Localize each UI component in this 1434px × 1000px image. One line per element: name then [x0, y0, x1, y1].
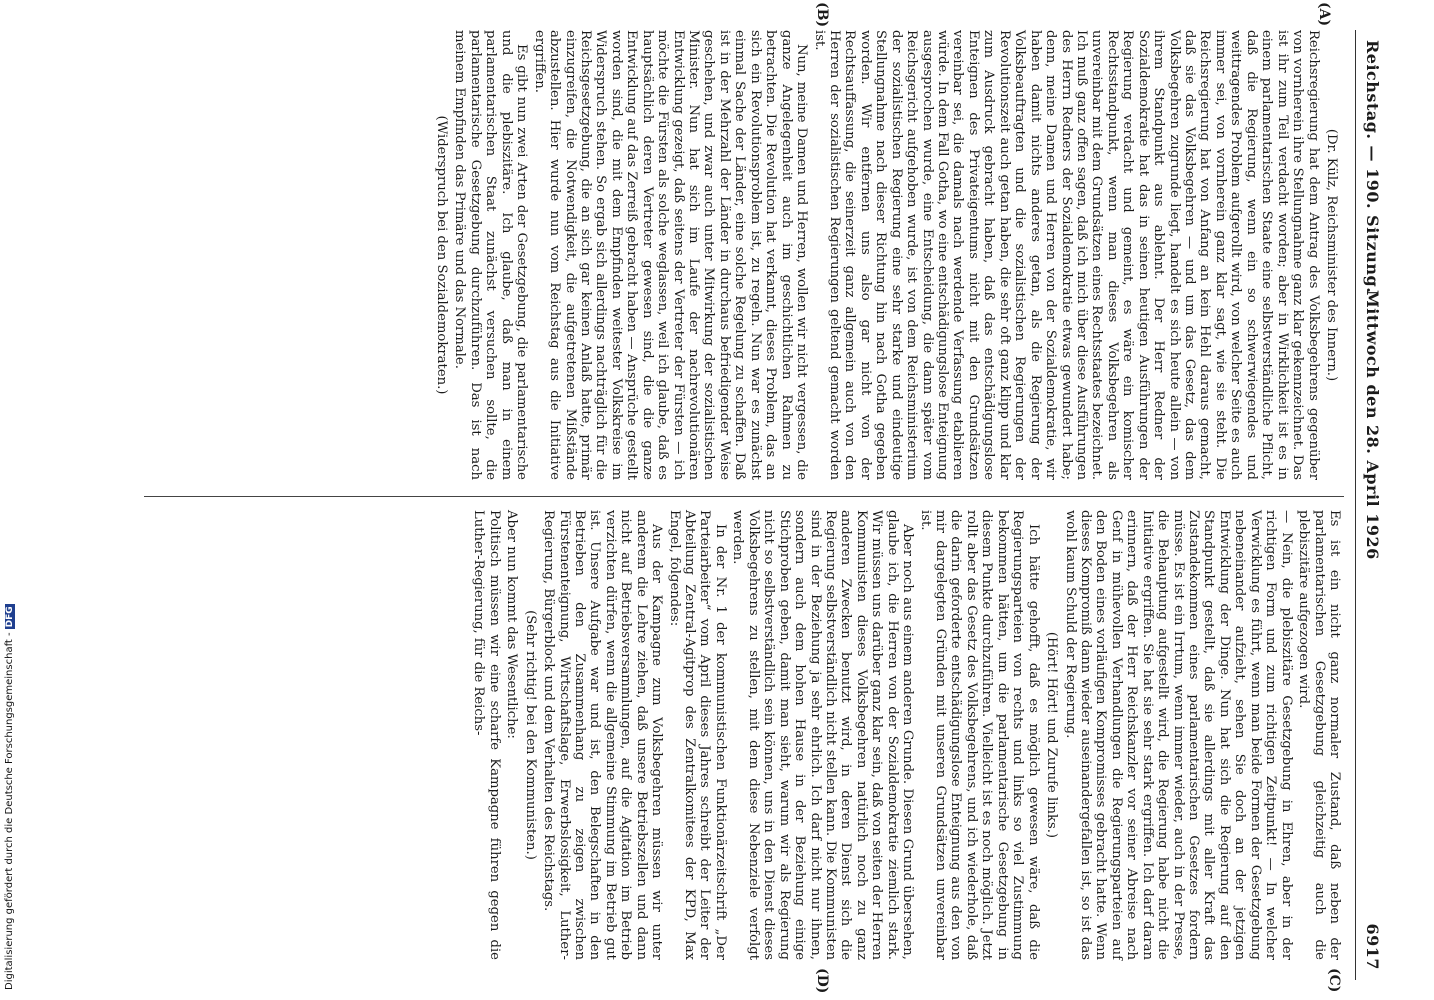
margin-marker-d: (D) — [814, 968, 830, 994]
paragraph: — Nein, die plebiszitäre Gesetzgebung in Ehren, aber in der richtigen Form und zum richtigen Zeitpunkt! — In welcher Verwicklung es führt, wenn man beide Formen der Gesetzgebung nebeneinander aufzieht, sehen Sie doch an der jetzigen Entwicklung der Dinge. Nun hat sich die Regierung auf den Standpunkt gestellt, daß sie allerdings mit aller Kraft das Zustandekommen eines parlamentarischen Gesetzes fordern müsse. Es ist ein Irrtum, wenn immer wieder, auch in der Presse, die Behauptung aufgestellt wird, die Regierung habe nicht die Initiative ergriffen. Sie hat sie sehr stark ergriffen. Ich darf daran erinnern, daß der Herr Reichskanzler vor seiner Abreise nach Genf in mühevollen Verhandlungen die Regierungsparteien auf den Boden eines vorläufigen Kompromisses gebracht hatte. Wenn dieses Kompromiß dann wieder auseinandergefallen ist, so ist das wohl kaum Schuld der Regierung. — [1062, 510, 1294, 960]
paragraph: Es ist ein nicht ganz normaler Zustand, daß neben der parlamentarischen Gesetzgebung gleichzeitig auch die plebiszitäre aufgezogen wird. — [1296, 510, 1342, 960]
header-session: Reichstag. — 190. Sitzung. — [1363, 40, 1382, 294]
digitization-footer — [4, 604, 15, 990]
dfg-logo-icon: DFG — [5, 606, 15, 628]
margin-marker-a: (A) — [1316, 2, 1332, 27]
speaker-line: (Dr. Külz, Reichsminister des Innern.) — [1324, 128, 1339, 382]
interjection: (Sehr richtig! bei den Kommunisten.) — [522, 610, 538, 860]
page-number: 6917 — [1363, 923, 1382, 970]
header-rule — [1355, 30, 1356, 980]
margin-marker-b: (B) — [814, 2, 830, 28]
paragraph: Aber noch aus einem anderen Grunde. Diesen Grund übersehen, glaube ich, die Herren von der Sozialdemokratie ziemlich stark. Wir müssen uns darüber ganz klar sein, daß von seiten der Herren Kommunisten dieses Volksbegehren natürlich noch zu ganz anderen Zwecken benutzt wird, in deren Dienst sich die Regierung selbstverständlich nicht stellen kann. Die Kommunisten sind in der Beziehung ja sehr ehrlich. Ich darf nicht nur ihnen, sondern auch dem hohen Hause in der Beziehung einige Stichproben geben, damit man sieht, warum wir als Regierung nicht so selbstverständlich sein können, uns in den Dienst dieses Volksbegehrens zu stellen, mit dem diese Nebenziele verfolgt werden. — [730, 510, 916, 960]
page-header — [1354, 30, 1390, 980]
column-divider — [144, 496, 1344, 497]
interjection: (Widerspruch bei den Sozialdemokraten.) — [434, 115, 450, 395]
header-date: Mittwoch den 28. April 1926 — [1363, 290, 1382, 560]
left-column — [431, 30, 1342, 480]
right-column — [469, 510, 1342, 960]
interjection: (Hört! Hört! und Zurufe links.) — [1044, 631, 1060, 839]
paragraph: Es gibt nun zwei Arten der Gesetzgebung, die parlamentarische und die plebiszitäre. Ich glaube, daß man in einem parlamentarischen Staat zunächst versuchen sollte, die parlamentarische Gesetzgebung durchzuführen. Das ist nach meinem Empfinden das Primäre und das Normale. — [452, 30, 530, 480]
margin-marker-c: (C) — [1326, 968, 1342, 993]
paragraph: In der Nr. 1 der kommunistischen Funktionärzeitschrift „Der Parteiarbeiter“ vom April dieses Jahres schreibt der Leiter der Abteilung Zentral-Agitprop des Zentralkomitees der KPD, Max Engel, folgendes: — [666, 510, 728, 960]
paragraph: Reichsregierung hat dem Antrag des Volksbegehrens gegenüber von vornherein ihre Stellungnahme ganz klar gekennzeichnet. Das ist ihr zum Teil verdacht worden; aber in Wirklichkeit ist es in einem parlamentarischen Staate eine selbstverständliche Pflicht, daß die Regierung, wenn ein so schwerwiegendes und weittragendes Problem aufgerollt wird, von welcher Seite es auch immer sei, von vornherein ganz klar sagt, wie sie steht. Die Reichsregierung hat von Anfang an kein Hehl daraus gemacht, daß sie das Volksbegehren — und um das Gesetz, das dem Volksbegehren zugrunde liegt, handelt es sich heute allein — von ihrem Standpunkt aus ablehnt. Der Herr Redner der Sozialdemokratie hat das in seinen heutigen Ausführungen der Regierung verdacht und gemeint, es wäre ein komischer Rechtsstandpunkt, wenn man dieses Volksbegehren als unvereinbar mit dem Grundsätzen eines Rechtsstaates bezeichnet. Ich muß ganz offen sagen, daß ich mich über diese Ausführungen des Herrn Redners der Sozialdemokratie etwas gewundert habe; denn, meine Damen und Herren von der Sozialdemokratie, wir haben damit nichts anderes getan, als die Regierung der Volksbeauftragten und die sozialistischen Regierungen der Revolutionszeit auch getan haben, die sehr oft ganz klipp und klar zum Ausdruck gebracht haben, daß das entschädigungslose Enteignen des Privateigentums nicht mit den Grundsätzen vereinbar sei, die damals nach werdende Verfassung etablieren würde. In dem Fall Gotha, wo eine entschädigungslose Enteignung ausgesprochen wurde, eine Entscheidung, die dann später vom Reichsgericht aufgehoben wurde, ist von dem Reichsministerium der sozialistischen Regierung eine sehr starke und eindeutige Stellungnahme nach dieser Richtung hin nach Gotha gegeben worden. Wir entfernen uns also gar nicht von der Rechtsauffassung, die seinerzeit ganz allgemein auch von den Herren der sozialistischen Regierungen geltend gemacht worden ist. — [811, 30, 1321, 480]
paragraph: Aber nun kommt das Wesentliche: — [504, 510, 520, 739]
quotation: Politisch müssen wir eine scharfe Kampagne führen gegen die Luther-Regierung, für die Reichs- — [471, 510, 502, 960]
quotation: Aus der Kampagne zum Volksbegehren müssen wir unter anderem die Lehre ziehen, daß unsere Betriebszellen und dann nicht auf Betriebsversammlungen, auf die Agitation im Betrieb verzichten dürfen, wenn die allgemeine Stimmung im Betrieb gut ist. Unsere Aufgabe war und ist, den Belegschaften in den Betrieben den Zusammenhang zu zeigen zwischen Fürstenenteignung, Wirtschaftslage, Erwerbslosigkeit, Luther-Regierung, Bürgerblock und dem Verhalten des Reichstags. — [541, 510, 665, 960]
rotated-document — [100, 2, 1390, 994]
paragraph: Ich hätte gehofft, daß es möglich gewesen wäre, daß die Regierungsparteien von rechts und links so viel Zustimmung bekommen hätten, um die parlamentarische Gesetzgebung in diesem Punkte durchzuführen. Vielleicht ist es noch möglich. Jetzt rollt aber das Gesetz des Volksbegehrens, und ich wiederhole, daß die darin geforderte entschädigungslose Enteignung aus den von mir dargelegten Gründen mit unseren Grundsätzen unvereinbar ist. — [917, 510, 1041, 960]
footer-text: Digitalisierung gefördert durch die Deutsche Forschungsgemeinschaft - — [4, 632, 15, 990]
paragraph: Nun, meine Damen und Herren, wollen wir nicht vergessen, die ganze Angelegenheit auch im geschichtlichen Rahmen zu betrachten. Die Revolution hat verkannt, dieses Problem, das an sich ein Revolutionsproblem ist, zu regeln. Nun war es zunächst einmal Sache der Länder, eine solche Regelung zu schaffen. Daß ist in der Mehrzahl der Länder in durchaus befriedigender Weise geschehen, und zwar auch unter Mitwirkung der sozialistischen Minister. Nun hat sich im Laufe der nachrevolutionären Entwicklung gezeigt, daß seitens der Vertreter der Fürsten — ich möchte die Fürsten als solche weglassen, weil ich glaube, daß es hauptsächlich deren Vertreter gewesen sind, die die ganze Entwicklung auf das Zerreiß gebracht haben — Ansprüche gestellt worden sind, die mit dem Empfinden weitester Volkskreise im Widerspruch stehen. So ergab sich allerdings nachträglich für die Reichsgesetzgebung, die an sich gar keinen Anlaß hatte, primär einzugreifen, die Notwendigkeit, die aufgetretenen Mißstände abzustellen. Hier wurde nun vom Reichstag aus die Initiative ergriffen. — [531, 30, 810, 480]
